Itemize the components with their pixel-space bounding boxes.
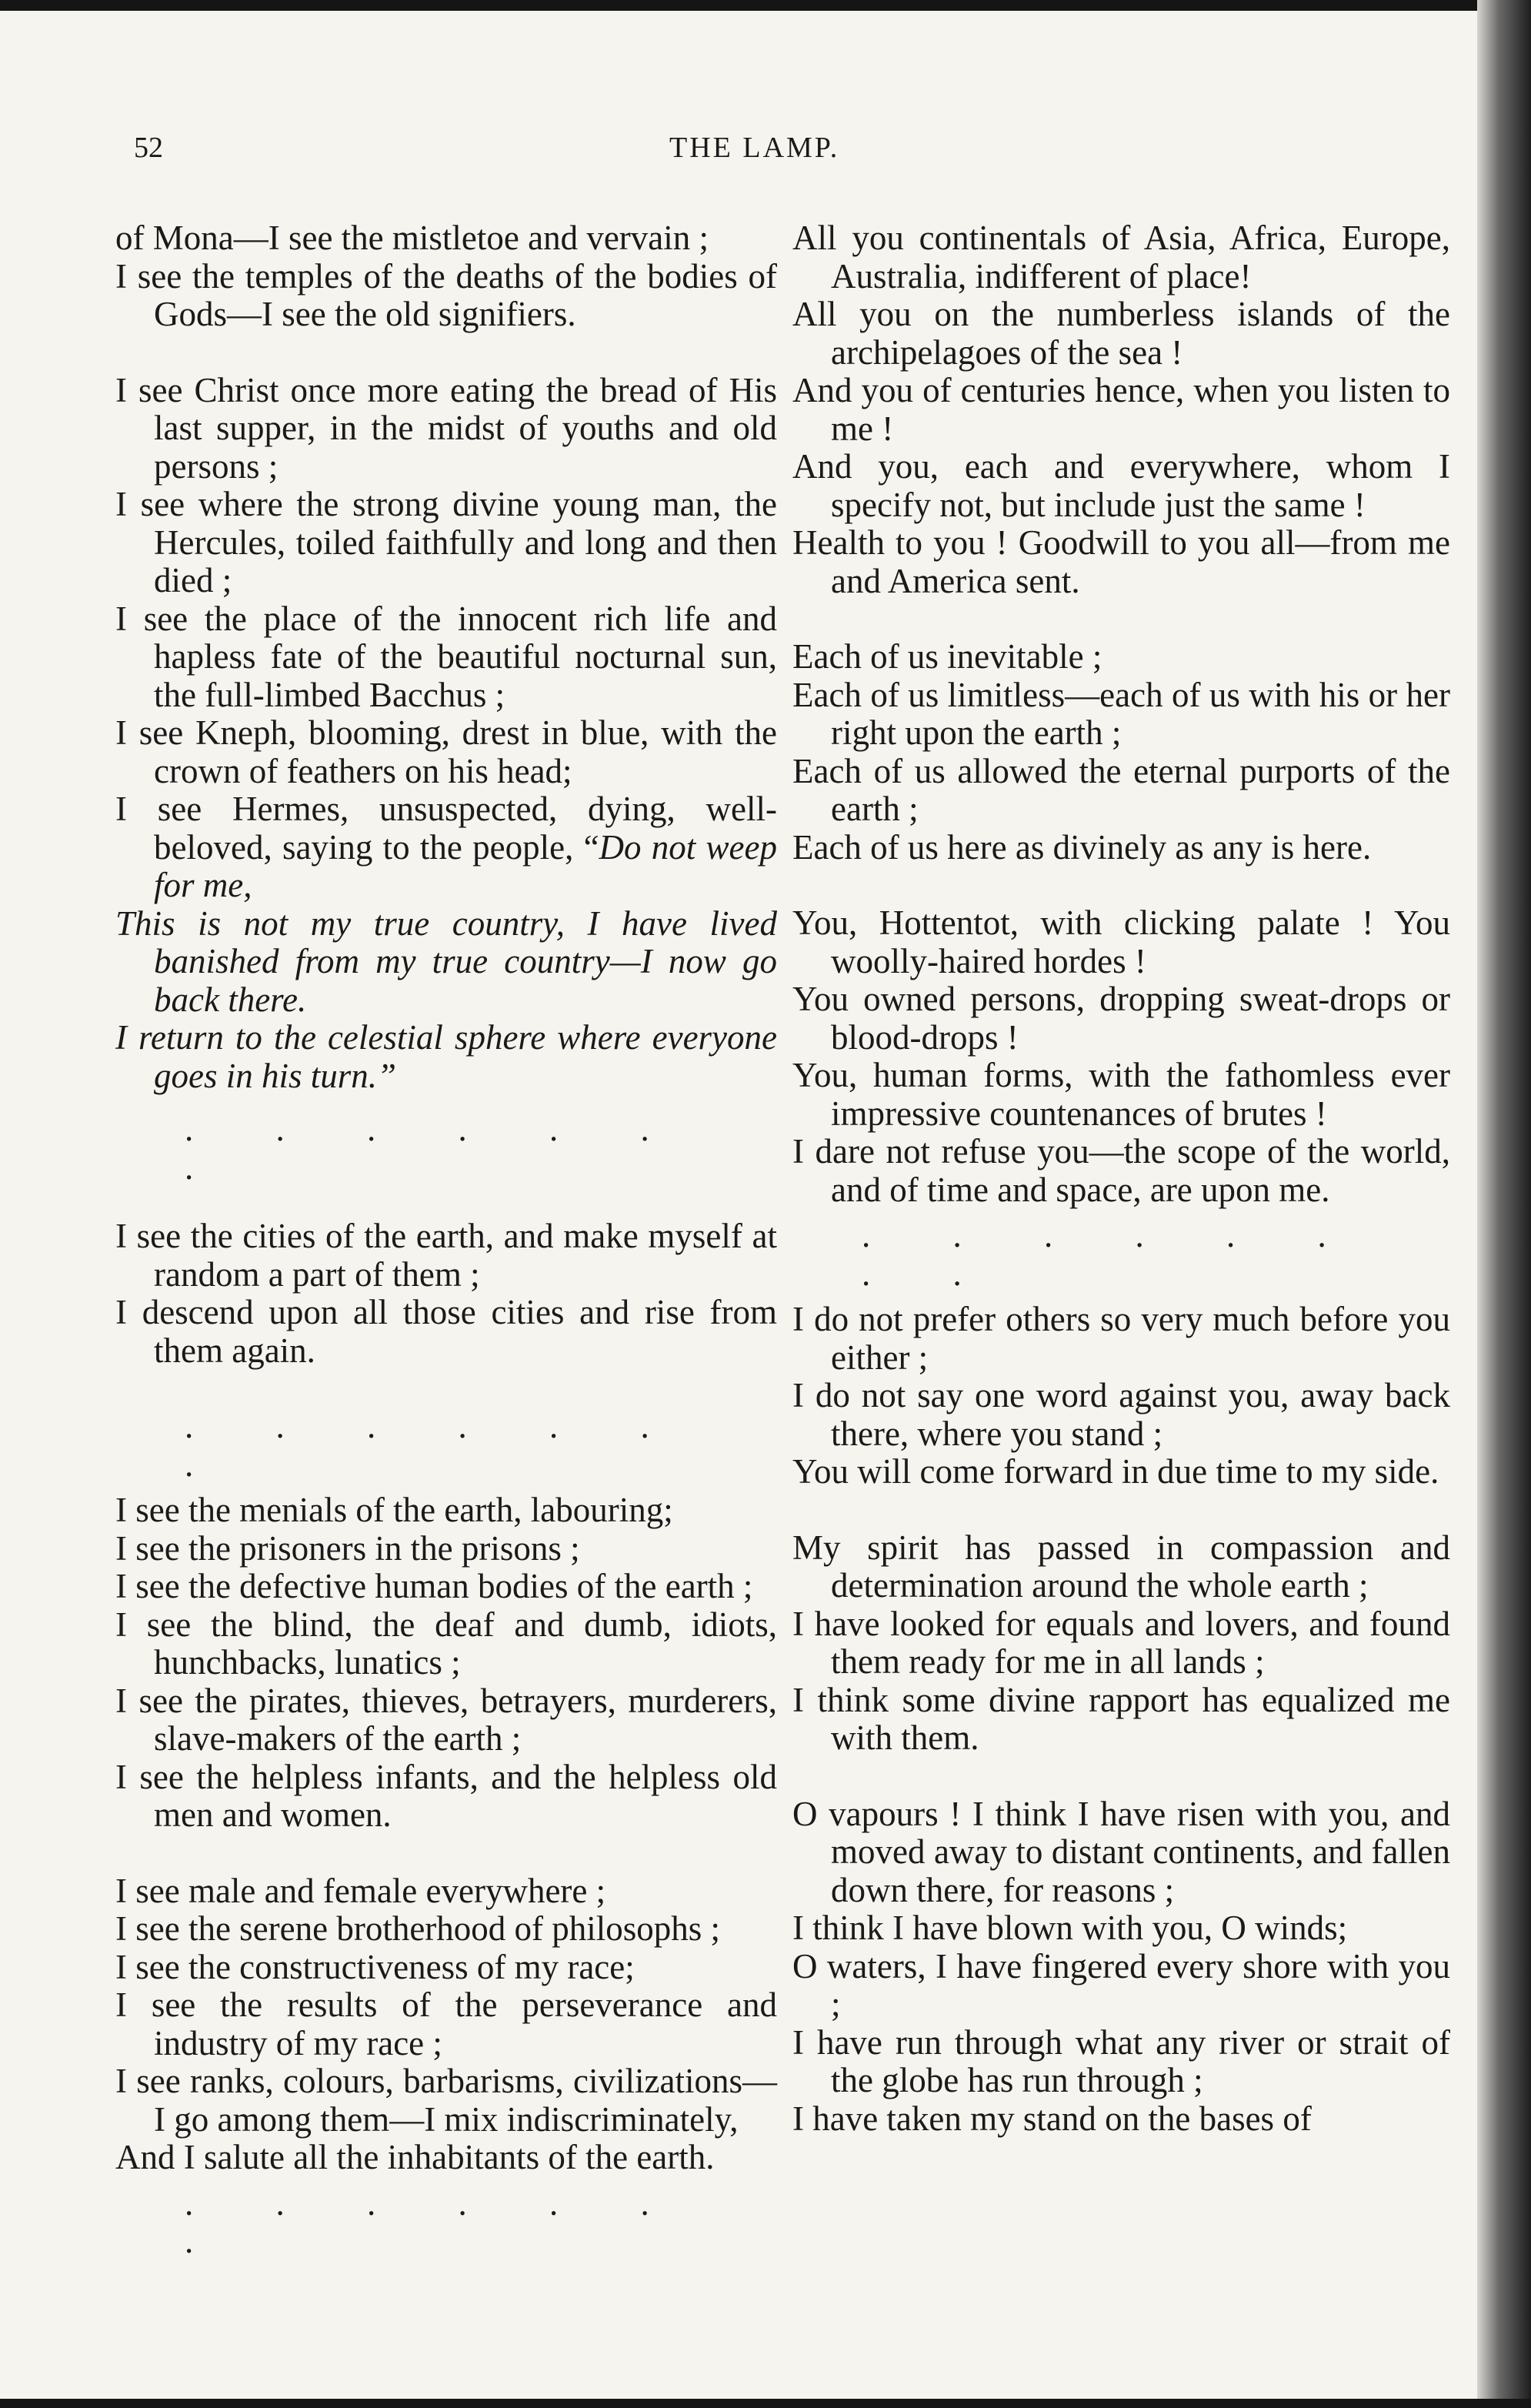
verse-line: I descend upon all those cities and rise from them again. xyxy=(115,1293,777,1370)
verse-line: I have looked for equals and lovers, and found them ready for me in all lands ; xyxy=(792,1604,1450,1681)
verse-line: Each of us limitless—each of us with his or her right upon the earth ; xyxy=(792,675,1450,752)
verse-line: And you, each and everywhere, whom I specify not, but include just the same ! xyxy=(792,447,1450,524)
right-column xyxy=(792,219,1450,2138)
verse-line-hermes xyxy=(115,790,777,905)
verse-line: I see the results of the perseverance and industry of my race ; xyxy=(115,1986,777,2062)
ellipsis-dots: . . . . . . . xyxy=(185,2183,686,2260)
verse-line: I do not say one word against you, away back there, where you stand ; xyxy=(792,1376,1450,1453)
left-column xyxy=(115,219,777,2292)
verse-line: You, human forms, with the fathomless ever impressive countenances of brutes ! xyxy=(792,1056,1450,1133)
stanza-menials xyxy=(115,1491,777,1835)
verse-line: I see the serene brotherhood of philosophs ; xyxy=(115,1909,721,1948)
stanza-cities xyxy=(115,1217,777,1370)
verse-line-italic: This is not my true country, I have lived banished from my true country—I now go back there. xyxy=(115,903,777,1019)
stanza-male-female xyxy=(115,1872,777,2177)
stanza-hottentot xyxy=(792,904,1450,1209)
verse-line: I see the constructiveness of my race; xyxy=(115,1947,635,1986)
verse-line: You, Hottentot, with clicking palate ! You woolly-haired hordes ! xyxy=(792,903,1450,980)
verse-line: All you continentals of Asia, Africa, Europe, Australia, indifferent of place! xyxy=(792,219,1450,296)
verse-line: I think I have blown with you, O winds; xyxy=(792,1909,1348,1947)
verse-line: O vapours ! I think I have risen with you, and moved away to distant continents, and fallen down there, for reasons ; xyxy=(792,1794,1450,1909)
verse-line-italic: I return to the celestial sphere where everyone goes in his turn.” xyxy=(115,1018,777,1095)
stanza-mona xyxy=(115,219,777,334)
verse-line: I see Christ once more eating the bread of His last supper, in the midst of youths and old persons ; xyxy=(115,370,777,486)
verse-line: I have taken my stand on the bases of xyxy=(792,2099,1312,2138)
verse-line: I think some divine rapport has equalized me with them. xyxy=(792,1680,1450,1757)
stanza-vapours xyxy=(792,1795,1450,2139)
verse-line: I have run through what any river or strait of the globe has run through ; xyxy=(792,2022,1450,2099)
verse-line: O waters, I have fingered every shore with you ; xyxy=(792,1946,1450,2023)
verse-line: Each of us inevitable ; xyxy=(792,637,1102,676)
verse-line: I see the temples of the deaths of the bodies of Gods—I see the old signifiers. xyxy=(115,256,777,333)
verse-line: And I salute all the inhabitants of the earth. xyxy=(115,2138,715,2176)
stanza-prefer xyxy=(792,1301,1450,1491)
verse-line: of Mona—I see the mistletoe and vervain ; xyxy=(115,219,709,257)
verse-line: I do not prefer others so very much before you either ; xyxy=(792,1300,1450,1377)
page-number: 52 xyxy=(134,132,163,164)
verse-line: All you on the numberless islands of the archipelagoes of the sea ! xyxy=(792,295,1450,372)
hermes-text: I see Hermes, unsuspected, dying, well-beloved, saying to the people, “ xyxy=(115,790,777,867)
stanza-all-you xyxy=(792,219,1450,600)
verse-line: I see the helpless infants, and the helpless old men and women. xyxy=(115,1757,777,1834)
verse-line: You will come forward in due time to my side. xyxy=(792,1452,1439,1491)
verse-line: I see the defective human bodies of the earth ; xyxy=(115,1567,753,1605)
verse-line: Each of us allowed the eternal purports of the earth ; xyxy=(792,751,1450,828)
page-top-edge xyxy=(0,0,1531,11)
verse-line: You owned persons, dropping sweat-drops or blood-drops ! xyxy=(792,980,1450,1057)
running-title: THE LAMP. xyxy=(669,132,840,164)
verse-line: I see the cities of the earth, and make myself at random a part of them ; xyxy=(115,1217,777,1294)
page-binding-edge xyxy=(1477,0,1531,2408)
verse-line: I see the blind, the deaf and dumb, idiots, hunchbacks, lunatics ; xyxy=(115,1605,777,1682)
stanza-each-of-us xyxy=(792,638,1450,867)
ellipsis-dots: . . . . . . . xyxy=(185,1407,686,1484)
ellipsis-dots: . . . . . . . . xyxy=(862,1216,1363,1293)
ellipsis-dots: . . . . . . . xyxy=(185,1110,686,1187)
verse-line: My spirit has passed in compassion and determination around the whole earth ; xyxy=(792,1528,1450,1605)
stanza-christ xyxy=(115,372,777,1096)
verse-line: I see Kneph, blooming, drest in blue, with the crown of feathers on his head; xyxy=(115,713,777,790)
verse-line: Health to you ! Goodwill to you all—from me and America sent. xyxy=(792,523,1450,600)
verse-line: I see the prisoners in the prisons ; xyxy=(115,1528,580,1568)
verse-line: I see the place of the innocent rich life and hapless fate of the beautiful nocturnal sun, the full-limbed Bacchus ; xyxy=(115,599,777,714)
verse-line: And you of centuries hence, when you listen to me ! xyxy=(792,371,1450,448)
page-bottom-edge xyxy=(0,2399,1531,2408)
verse-line: I see the menials of the earth, labouring; xyxy=(115,1491,673,1529)
verse-line: I dare not refuse you—the scope of the world, and of time and space, are upon me. xyxy=(792,1132,1450,1209)
verse-line: I see where the strong divine young man, the Hercules, toiled faithfully and long and then died ; xyxy=(115,485,777,599)
verse-line: I see the pirates, thieves, betrayers, murderers, slave-makers of the earth ; xyxy=(115,1681,777,1758)
verse-line: I see male and female everywhere ; xyxy=(115,1871,606,1910)
verse-line: Each of us here as divinely as any is here. xyxy=(792,827,1372,867)
stanza-spirit xyxy=(792,1529,1450,1758)
hermes-italic: Do not weep for me, xyxy=(154,827,777,904)
verse-line: I see ranks, colours, barbarisms, civilizations—I go among them—I mix indiscriminately, xyxy=(115,2062,777,2139)
page-header xyxy=(0,131,1531,177)
